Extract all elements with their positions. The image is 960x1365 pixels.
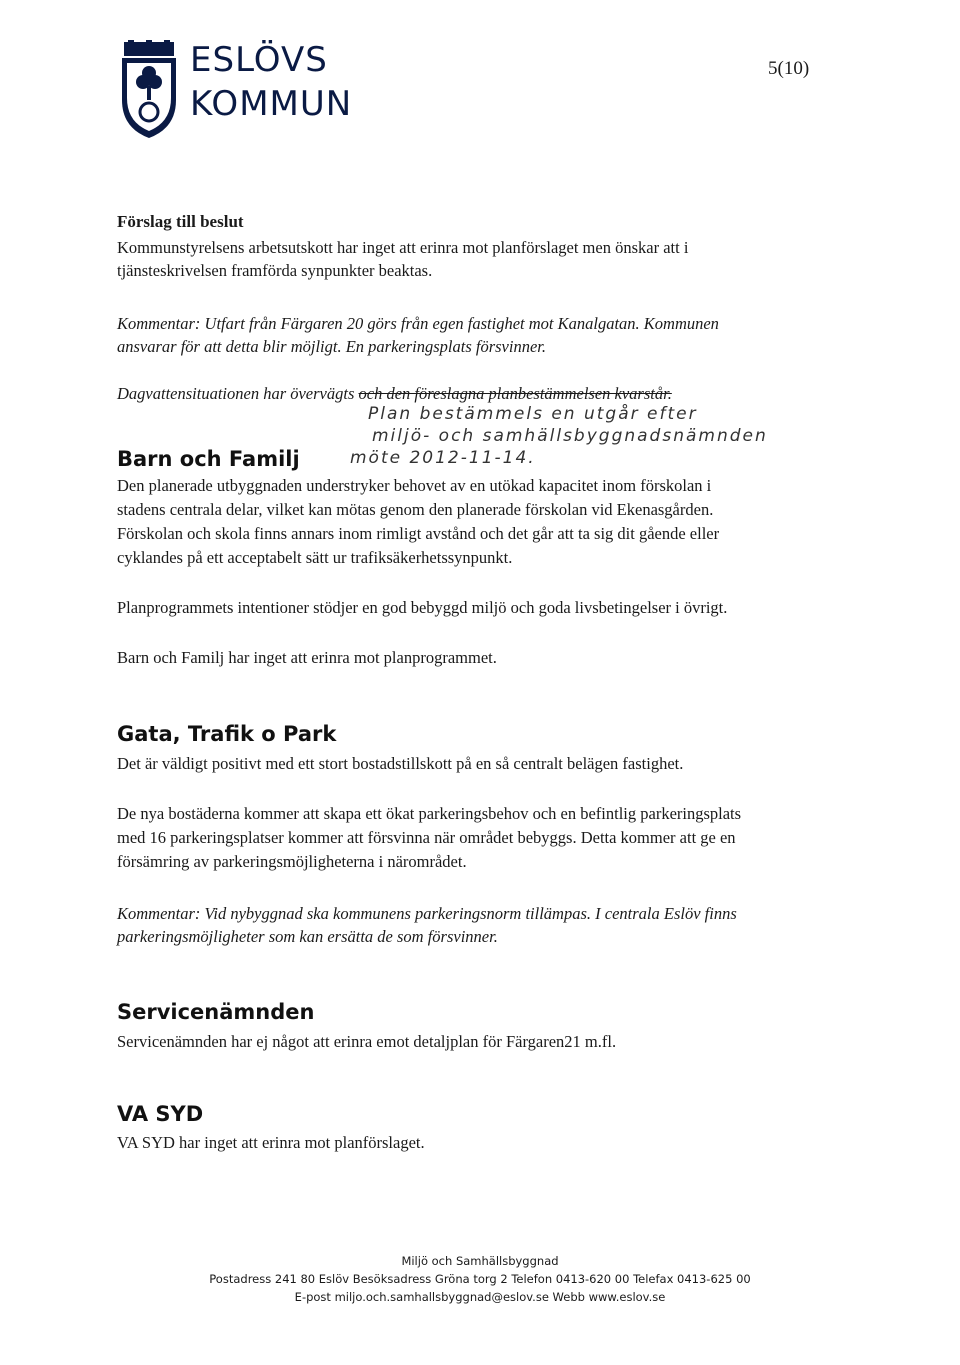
gata-comment-line-2: parkeringsmöjligheter som kan ersätta de som försvinner. (117, 927, 498, 946)
dagvatten-line (117, 382, 672, 405)
barn-p1-line-1: Den planerade utbyggnaden understryker behovet av en utökad kapacitet inom förskolan i (117, 476, 712, 495)
gata-p2-line-3: försämring av parkeringsmöjligheterna i närområdet. (117, 852, 467, 871)
page-number: 5(10) (768, 58, 810, 79)
barn-p1-line-3: Förskolan och skola finns annars inom rimligt avstånd och det går att ta sig dit gående eller (117, 524, 720, 543)
footer-address: Postadress 241 80 Eslöv Besöksadress Gröna torg 2 Telefon 0413-620 00 Telefax 0413-625 00 (209, 1272, 751, 1286)
gata-comment-line-1: Kommentar: Vid nybyggnad ska kommunens parkeringsnorm tillämpas. I centrala Eslöv finns (117, 904, 737, 923)
barn-p2: Planprogrammets intentioner stödjer en god bebyggd miljö och goda livsbetingelser i övrigt. (117, 598, 728, 617)
barn-p1-line-2: stadens centrala delar, vilket kan mötas genom den planerade förskolan vid Ekenasgården. (117, 500, 714, 519)
service-p1: Servicenämnden har ej något att erinra emot detaljplan för Färgaren21 m.fl. (117, 1032, 617, 1051)
barn-p1-line-4: cyklandes på ett acceptabelt sätt ur trafiksäkerhetssynpunkt. (117, 548, 513, 567)
footer-department: Miljö och Samhällsbyggnad (401, 1254, 559, 1268)
gata-heading: Gata, Trafik o Park (117, 722, 337, 746)
forslag-heading: Förslag till beslut (117, 212, 244, 231)
dagvatten-text: Dagvattensituationen har övervägts (117, 384, 359, 403)
barn-p3: Barn och Familj har inget att erinra mot planprogrammet. (117, 648, 497, 667)
coat-of-arms-icon (116, 40, 182, 140)
forslag-comment-line-2: ansvarar för att detta blir möjligt. En parkeringsplats försvinner. (117, 337, 547, 356)
dagvatten-struck-text: och den föreslagna planbestämmelsen kvarstår. (358, 384, 672, 403)
footer-contact: E-post miljo.och.samhallsbyggnad@eslov.se Webb www.eslov.se (294, 1290, 666, 1304)
forslag-line-1: Kommunstyrelsens arbetsutskott har inget att erinra mot planförslaget men önskar att i (117, 238, 689, 257)
logo-wordmark-eslovs: ESLÖVS (190, 40, 328, 80)
gata-p1: Det är väldigt positivt med ett stort bostadstillskott på en så centralt belägen fastighet. (117, 754, 684, 773)
service-heading: Servicenämnden (117, 1000, 315, 1024)
handwritten-note-line-3: möte 2012-11-14. (350, 448, 536, 468)
vasyd-heading: VA SYD (117, 1102, 204, 1126)
forslag-line-2: tjänsteskrivelsen framförda synpunkter beaktas. (117, 261, 433, 280)
municipality-logo (112, 40, 352, 150)
logo-wordmark-kommun: KOMMUN (190, 84, 353, 124)
gata-p2-line-1: De nya bostäderna kommer att skapa ett ökat parkeringsbehov och en befintlig parkeringsplats (117, 804, 742, 823)
handwritten-note-line-2: miljö- och samhällsbyggnadsnämnden (372, 426, 768, 446)
forslag-comment-line-1: Kommentar: Utfart från Färgaren 20 görs från egen fastighet mot Kanalgatan. Kommunen (117, 314, 719, 333)
gata-p2-line-2: med 16 parkeringsplatser kommer att försvinna när området bebyggs. Detta kommer att ge en (117, 828, 736, 847)
handwritten-note-line-1: Plan bestämmels en utgår efter (368, 404, 698, 424)
barn-heading: Barn och Familj (117, 447, 300, 471)
vasyd-p1: VA SYD har inget att erinra mot planförslaget. (117, 1133, 425, 1152)
